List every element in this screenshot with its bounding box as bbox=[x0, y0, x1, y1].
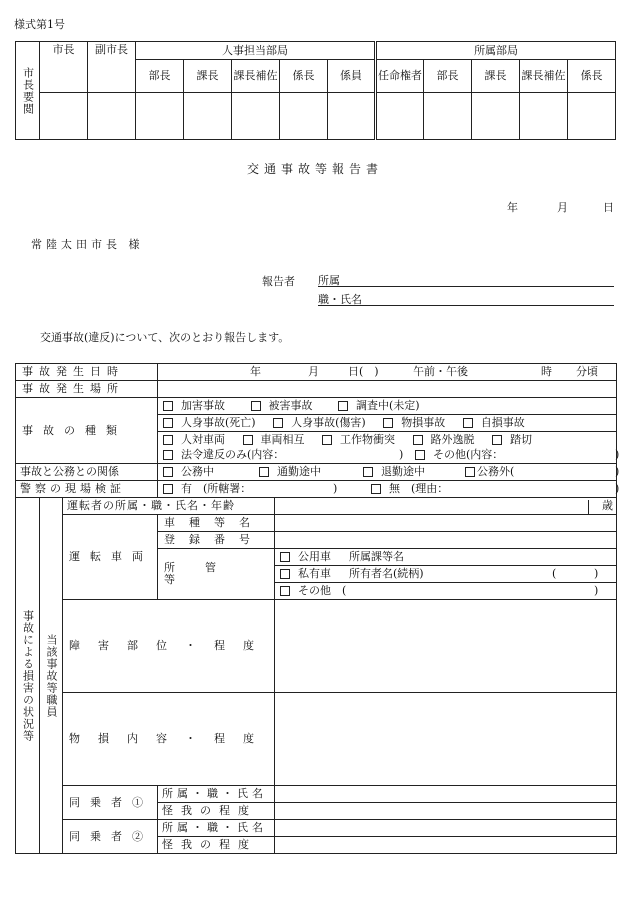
option-label: 人身事故(死亡) bbox=[181, 416, 256, 429]
hr-col-header: 課長補佐 bbox=[232, 60, 280, 92]
stamp-box[interactable] bbox=[568, 92, 616, 140]
option-label: 自損事故 bbox=[480, 416, 525, 429]
stamp-box[interactable] bbox=[40, 92, 88, 140]
option-label: 踏切 bbox=[510, 433, 533, 447]
passenger2-name-field[interactable] bbox=[275, 820, 617, 837]
form-number: 様式第1号 bbox=[14, 18, 65, 31]
driver-label: 運転者の所属・職・氏名・年齢 bbox=[63, 498, 275, 515]
reporter-label: 報告者 bbox=[262, 275, 295, 288]
checkbox[interactable] bbox=[273, 418, 283, 428]
passenger2-name-label: 所属・職・氏名 bbox=[158, 820, 275, 837]
passenger2-injury-label: 怪我の程度 bbox=[158, 837, 275, 854]
report-table bbox=[15, 363, 620, 854]
checkbox[interactable] bbox=[465, 467, 475, 477]
checkbox[interactable] bbox=[243, 435, 253, 445]
type-row-3 bbox=[158, 432, 617, 449]
option-label: 法令違反のみ(内容： bbox=[181, 448, 285, 462]
option-label: 調査中(未定) bbox=[356, 399, 420, 412]
stamp-box[interactable] bbox=[88, 92, 136, 140]
option-label: 被害事故 bbox=[268, 399, 313, 412]
option-label: 公務外( bbox=[477, 465, 515, 478]
vehicle-label: 運転車両 bbox=[63, 515, 158, 600]
checkbox[interactable] bbox=[338, 401, 348, 411]
datetime-label: 事故発生日時 bbox=[16, 364, 158, 381]
dt-year: 年 bbox=[250, 365, 262, 378]
passenger2-injury-field[interactable] bbox=[275, 837, 617, 854]
passenger1-name-field[interactable] bbox=[275, 786, 617, 803]
own-opt2-row: 私有車 所有者名(続柄) ( ) bbox=[275, 566, 617, 583]
checkbox[interactable] bbox=[259, 467, 269, 477]
option-label: 無 (理由： bbox=[389, 482, 449, 495]
vice-mayor-header: 副市長 bbox=[88, 42, 136, 93]
own-col-header: 係長 bbox=[568, 60, 616, 92]
date-month: 月 bbox=[557, 201, 568, 214]
checkbox[interactable] bbox=[163, 450, 173, 460]
intro-text: 交通事故(違反)について、次のとおり報告します。 bbox=[40, 331, 290, 344]
type-label: 事故の種類 bbox=[16, 398, 158, 464]
passenger1-injury-field[interactable] bbox=[275, 803, 617, 820]
own-col-header: 課長 bbox=[472, 60, 520, 92]
stamp-box[interactable] bbox=[424, 92, 472, 140]
checkbox[interactable] bbox=[492, 435, 502, 445]
vehicle-type-field[interactable] bbox=[275, 515, 617, 532]
option-label: 人対車両 bbox=[181, 433, 226, 447]
checkbox[interactable] bbox=[463, 418, 473, 428]
duty-row: 公務中 通勤途中 退勤途中 公務外( ) bbox=[158, 464, 617, 481]
stamp-box[interactable] bbox=[328, 92, 376, 140]
option-label: 通勤途中 bbox=[277, 465, 322, 478]
checkbox[interactable] bbox=[251, 401, 261, 411]
name-label: 職・氏名 bbox=[318, 293, 362, 306]
checkbox[interactable] bbox=[280, 552, 290, 562]
dt-day: 日( ) bbox=[348, 365, 379, 378]
damage-label-cell: 事故による損害の状況等 bbox=[16, 498, 40, 854]
option-label: 物損事故 bbox=[401, 416, 446, 429]
hr-col-header: 部長 bbox=[136, 60, 184, 92]
passenger1-label: 同乗者① bbox=[63, 786, 158, 820]
datetime-field[interactable] bbox=[158, 364, 617, 381]
option-label: 車両相互 bbox=[260, 433, 305, 447]
property-field[interactable] bbox=[275, 693, 617, 786]
affiliation-field[interactable] bbox=[318, 272, 614, 287]
hr-col-header: 課長 bbox=[184, 60, 232, 92]
option-label: 路外逸脱 bbox=[430, 433, 475, 447]
checkbox[interactable] bbox=[322, 435, 332, 445]
driver-field[interactable] bbox=[275, 498, 617, 515]
type-row-1 bbox=[158, 398, 617, 415]
hr-col-header: 係員 bbox=[328, 60, 376, 92]
age-unit: 歳 bbox=[588, 500, 616, 514]
own-opt1-row bbox=[275, 549, 617, 566]
dt-minute: 分頃 bbox=[576, 365, 599, 378]
checkbox[interactable] bbox=[163, 418, 173, 428]
option-label: 人身事故(傷害) bbox=[291, 416, 366, 429]
checkbox[interactable] bbox=[163, 401, 173, 411]
option-label: 公務中 bbox=[181, 465, 215, 478]
checkbox[interactable] bbox=[363, 467, 373, 477]
mayor-review-cell: 市長要閲 bbox=[16, 42, 40, 140]
dt-ampm: 午前・午後 bbox=[413, 365, 469, 378]
checkbox[interactable] bbox=[163, 467, 173, 477]
stamp-box[interactable] bbox=[184, 92, 232, 140]
own-col-header: 任命権者 bbox=[376, 60, 424, 92]
checkbox[interactable] bbox=[371, 484, 381, 494]
place-field[interactable] bbox=[158, 381, 617, 398]
type-row-2 bbox=[158, 415, 617, 432]
passenger2-label: 同乗者② bbox=[63, 820, 158, 854]
stamp-box[interactable] bbox=[136, 92, 184, 140]
injury-field[interactable] bbox=[275, 600, 617, 693]
duty-label: 事故と公務との関係 bbox=[16, 464, 158, 481]
police-label: 警察の現場検証 bbox=[16, 481, 158, 498]
own-opt3-row: その他 ( ) bbox=[275, 583, 617, 600]
name-field[interactable] bbox=[318, 291, 614, 306]
passenger1-name-label: 所属・職・氏名 bbox=[158, 786, 275, 803]
checkbox[interactable] bbox=[163, 484, 173, 494]
police-row: 有 (所轄署： ) 無 (理由： ) bbox=[158, 481, 617, 498]
checkbox[interactable] bbox=[383, 418, 393, 428]
hr-dept-header: 人事担当部局 bbox=[136, 42, 376, 60]
option-label: 工作物衝突 bbox=[340, 433, 396, 447]
stamp-box[interactable] bbox=[376, 92, 424, 140]
place-label: 事故発生場所 bbox=[16, 381, 158, 398]
ownership-label: 所管等 bbox=[158, 549, 275, 600]
dt-hour: 時 bbox=[541, 365, 553, 378]
option-sublabel: 所有者名(続柄) bbox=[349, 567, 424, 580]
option-label: その他 ( bbox=[298, 584, 347, 597]
checkbox[interactable] bbox=[413, 435, 423, 445]
mayor-header: 市長 bbox=[40, 42, 88, 93]
checkbox[interactable] bbox=[280, 569, 290, 579]
affiliation-label: 所属 bbox=[318, 274, 340, 287]
checkbox[interactable] bbox=[280, 586, 290, 596]
property-label: 物損内容・程度 bbox=[63, 693, 275, 786]
addressee: 常陸太田市長 様 bbox=[31, 238, 144, 251]
stamp-box[interactable] bbox=[472, 92, 520, 140]
page-title: 交通事故等報告書 bbox=[246, 162, 383, 176]
option-label: 公用車 bbox=[298, 550, 332, 563]
own-col-header: 課長補佐 bbox=[520, 60, 568, 92]
checkbox[interactable] bbox=[163, 435, 173, 445]
reg-number-field[interactable] bbox=[275, 532, 617, 549]
checkbox[interactable] bbox=[415, 450, 425, 460]
vehicle-type-label: 車種等名 bbox=[158, 515, 275, 532]
stamp-box[interactable] bbox=[520, 92, 568, 140]
approval-table bbox=[15, 41, 616, 140]
option-label: 加害事故 bbox=[181, 399, 226, 412]
hr-col-header: 係長 bbox=[280, 60, 328, 92]
stamp-box[interactable] bbox=[232, 92, 280, 140]
type-row-4: 法令違反のみ(内容： ) その他(内容： ) bbox=[158, 449, 617, 464]
option-label: 退勤途中 bbox=[381, 465, 426, 478]
injury-label: 障害部位・程度 bbox=[63, 600, 275, 693]
own-dept-header: 所属部局 bbox=[376, 42, 616, 60]
dt-month: 月 bbox=[308, 365, 320, 378]
date-day: 日 bbox=[603, 201, 614, 214]
option-label: その他(内容： bbox=[433, 448, 504, 462]
stamp-box[interactable] bbox=[280, 92, 328, 140]
staff-label-cell: 当該事故等職員 bbox=[40, 498, 63, 854]
own-col-header: 部長 bbox=[424, 60, 472, 92]
option-label: 私有車 bbox=[298, 567, 332, 580]
reg-number-label: 登録番号 bbox=[158, 532, 275, 549]
date-year: 年 bbox=[507, 201, 518, 214]
option-label: 有 (所轄署： bbox=[181, 482, 252, 495]
option-sublabel: 所属課等名 bbox=[349, 550, 405, 563]
passenger1-injury-label: 怪我の程度 bbox=[158, 803, 275, 820]
